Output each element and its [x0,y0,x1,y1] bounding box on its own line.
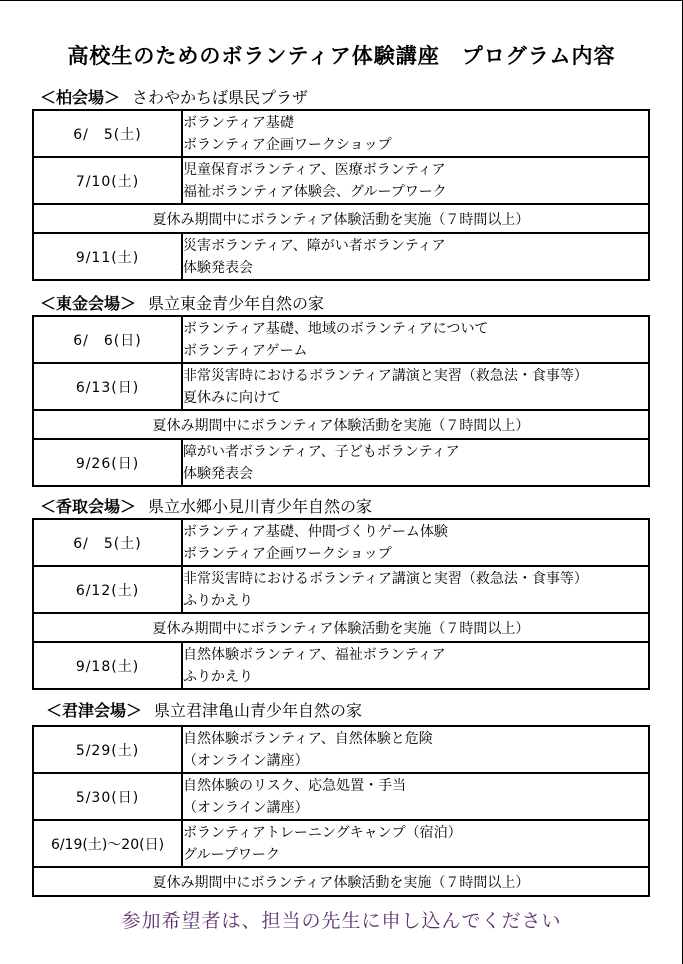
activity-line: 自然体験ボランティア、自然体験と危険 [183,730,433,747]
table-row [33,642,649,689]
venue-place: さわやかちば県民プラザ [132,88,309,107]
activity-line: ボランティアトレーニングキャンプ（宿泊） [183,824,462,841]
summer-activity-note: 夏休み期間中にボランティア体験活動を実施（７時間以上） [33,867,649,896]
schedule-table-katori [32,518,650,690]
venue-place: 県立君津亀山青少年自然の家 [154,701,363,720]
table-row [33,773,649,820]
activity-line: 自然体験のリスク、応急処置・手当 [183,777,407,794]
session-date: 6/12(土) [33,566,182,613]
schedule-table-kimitsu [32,725,650,897]
table-row [33,519,649,566]
table-row [33,410,649,439]
summer-activity-note: 夏休み期間中にボランティア体験活動を実施（７時間以上） [33,204,649,233]
venue-place: 県立東金青少年自然の家 [148,294,325,313]
activity-line: ボランティア企画ワークショップ [183,545,392,562]
table-row [33,566,649,613]
footer-message: 参加希望者は、担当の先生に申し込んでください [121,910,562,932]
venue-heading-kimitsu [46,700,362,722]
session-activities [182,363,649,410]
activity-line: （オンライン講座） [183,752,309,769]
venue-name: ＜柏会場＞ [40,88,121,107]
activity-line: 非常災害時におけるボランティア講演と実習（救急法・食事等） [183,367,588,384]
venue-name: ＜香取会場＞ [40,497,137,516]
session-activities [182,726,649,773]
session-date: 9/11(土) [33,233,182,280]
venue-name: ＜東金会場＞ [40,294,137,313]
table-row [33,233,649,280]
venue-heading-kashiwa [40,87,308,109]
session-date: 6/13(日) [33,363,182,410]
table-row [33,613,649,642]
summer-activity-note: 夏休み期間中にボランティア体験活動を実施（７時間以上） [33,410,649,439]
session-activities [182,233,649,280]
activity-line: ボランティア基礎、地域のボランティアについて [183,320,489,337]
activity-line: ふりかえり [183,668,253,685]
session-date: 5/30(日) [33,773,182,820]
session-date: 7/10(土) [33,157,182,204]
activity-line: （オンライン講座） [183,799,309,816]
activity-line: 夏休みに向けて [183,389,281,406]
session-activities [182,110,649,157]
venue-name: ＜君津会場＞ [46,701,143,720]
session-activities [182,820,649,867]
activity-line: 自然体験ボランティア、福祉ボランティア [183,646,446,663]
activity-line: ボランティア基礎 [183,114,294,131]
table-row [33,439,649,486]
session-activities [182,157,649,204]
session-activities [182,566,649,613]
table-row [33,157,649,204]
table-row [33,363,649,410]
table-row [33,110,649,157]
table-row [33,316,649,363]
schedule-table-togane [32,315,650,487]
activity-line: ふりかえり [183,592,253,609]
session-activities [182,642,649,689]
activity-line: 非常災害時におけるボランティア講演と実習（救急法・食事等） [183,570,588,587]
activity-line: 体験発表会 [183,465,253,482]
venue-place: 県立水郷小見川青少年自然の家 [148,497,373,516]
table-row [33,867,649,896]
session-activities [182,316,649,363]
activity-line: 障がい者ボランティア、子どもボランティア [183,443,460,460]
session-activities [182,519,649,566]
session-date: 5/29(土) [33,726,182,773]
table-row [33,726,649,773]
summer-activity-note: 夏休み期間中にボランティア体験活動を実施（７時間以上） [33,613,649,642]
activity-line: 体験発表会 [183,259,253,276]
activity-line: 災害ボランティア、障がい者ボランティア [183,237,446,254]
top-border [0,0,683,1]
table-row [33,820,649,867]
activity-line: グループワーク [183,846,280,863]
session-date: 6/19(土)～20(日) [33,820,182,867]
session-activities [182,439,649,486]
venue-heading-togane [40,293,324,315]
session-activities [182,773,649,820]
page-title: 高校生のためのボランティア体験講座 プログラム内容 [67,44,616,68]
activity-line: ボランティア基礎、仲間づくりゲーム体験 [183,523,448,540]
activity-line: 福祉ボランティア体験会、グループワーク [183,183,447,200]
venue-heading-katori [40,496,372,518]
session-date: 9/18(土) [33,642,182,689]
activity-line: ボランティア企画ワークショップ [183,136,392,153]
session-date: 6/ 6(日) [33,316,182,363]
table-row [33,204,649,233]
activity-line: ボランティアゲーム [183,342,308,359]
session-date: 6/ 5(土) [33,519,182,566]
session-date: 9/26(日) [33,439,182,486]
schedule-table-kashiwa [32,109,650,281]
activity-line: 児童保育ボランティア、医療ボランティア [183,161,446,178]
session-date: 6/ 5(土) [33,110,182,157]
